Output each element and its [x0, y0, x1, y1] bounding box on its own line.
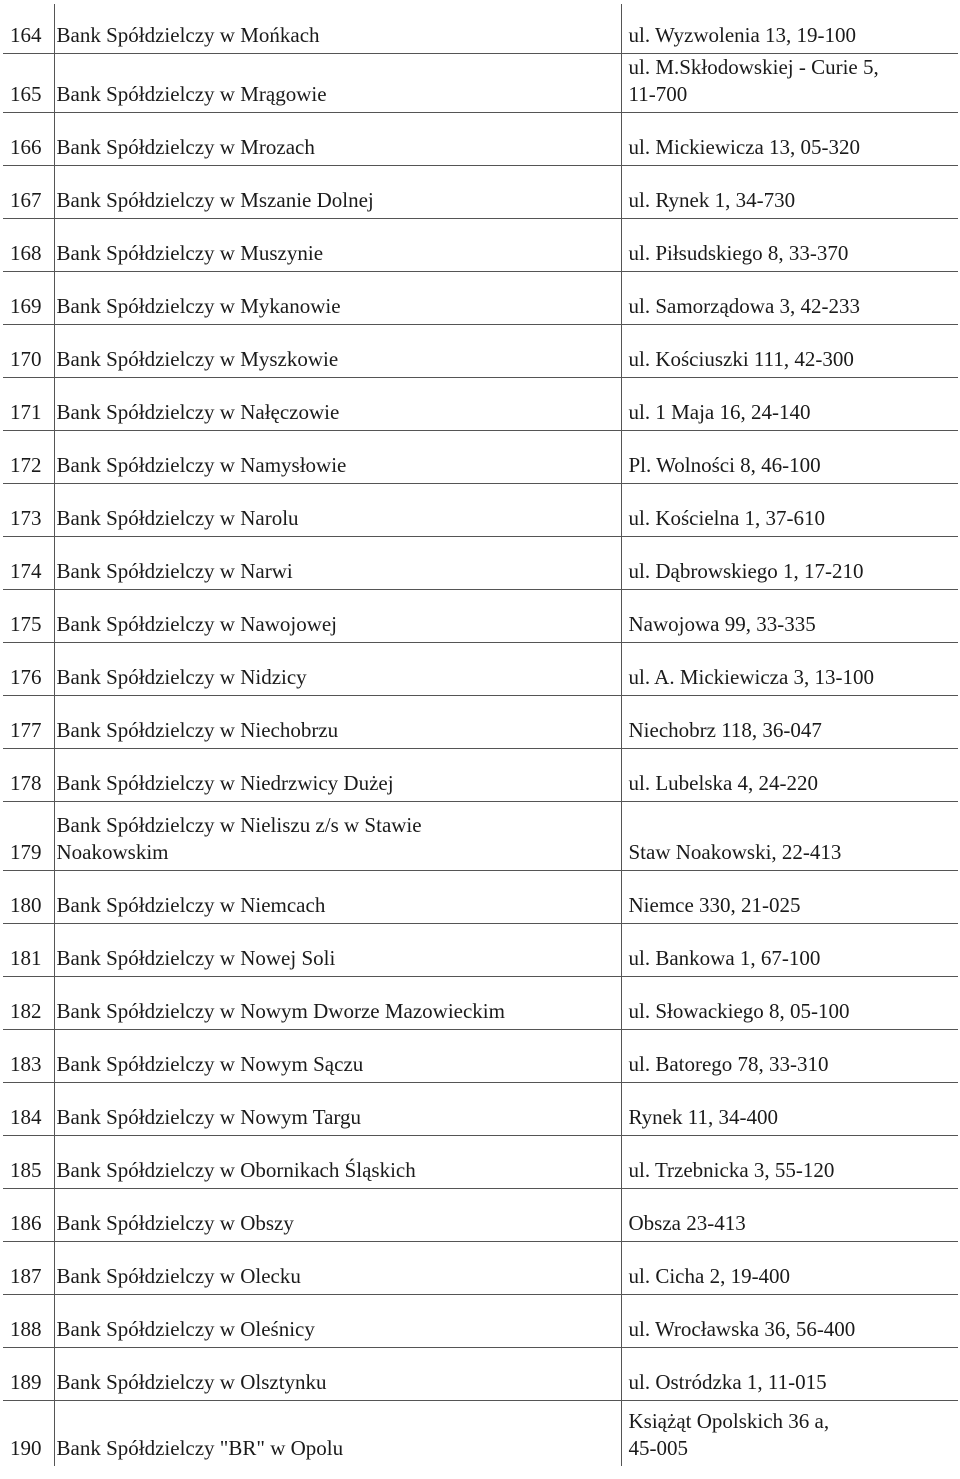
bank-name-cell	[54, 377, 621, 430]
bank-name-cell	[54, 870, 621, 923]
bank-address: Staw Noakowski, 22-413	[628, 839, 842, 864]
row-number-cell	[3, 1294, 54, 1347]
table-row	[3, 1400, 958, 1466]
row-number-cell	[3, 4, 54, 53]
bank-address: ul. Lubelska 4, 24-220	[628, 770, 819, 795]
row-number: 185	[10, 1157, 42, 1182]
bank-address-cell	[621, 1400, 958, 1466]
bank-table	[3, 4, 958, 1466]
bank-name: Bank Spółdzielczy w Muszynie	[56, 240, 324, 265]
bank-name: Bank Spółdzielczy w Niedrzwicy Dużej	[56, 770, 394, 795]
bank-address: ul. Ostródzka 1, 11-015	[628, 1369, 827, 1394]
bank-name-cell	[54, 271, 621, 324]
bank-address-cell	[621, 923, 958, 976]
bank-address: ul. 1 Maja 16, 24-140	[628, 399, 811, 424]
row-number: 182	[10, 998, 42, 1023]
bank-address: ul. Słowackiego 8, 05-100	[628, 998, 850, 1023]
row-number-cell	[3, 165, 54, 218]
bank-name: Bank Spółdzielczy w Narolu	[56, 505, 299, 530]
bank-address-cell	[621, 4, 958, 53]
bank-name-cell	[54, 923, 621, 976]
bank-name: Bank Spółdzielczy w Obszy	[56, 1210, 294, 1235]
table-row	[3, 695, 958, 748]
table-row	[3, 483, 958, 536]
row-number: 190	[10, 1436, 42, 1460]
bank-name-cell	[54, 695, 621, 748]
bank-name: Bank Spółdzielczy w Nowym Targu	[56, 1104, 362, 1129]
bank-name: Bank Spółdzielczy w Niemcach	[56, 892, 326, 917]
table-row	[3, 748, 958, 801]
row-number: 175	[10, 611, 42, 636]
bank-address-cell	[621, 748, 958, 801]
bank-address-cell	[621, 165, 958, 218]
row-number-cell	[3, 642, 54, 695]
bank-address: ul. Wyzwolenia 13, 19-100	[628, 22, 857, 47]
row-number: 167	[10, 187, 42, 212]
table-row	[3, 1241, 958, 1294]
bank-address-cell	[621, 589, 958, 642]
bank-address-cell	[621, 1241, 958, 1294]
row-number-cell	[3, 324, 54, 377]
bank-name-cell	[54, 483, 621, 536]
bank-address: Nawojowa 99, 33-335	[628, 611, 816, 636]
bank-address-cell	[621, 1135, 958, 1188]
row-number: 176	[10, 664, 42, 689]
row-number: 170	[10, 346, 42, 371]
bank-address-cell	[621, 324, 958, 377]
bank-name-cell	[54, 642, 621, 695]
row-number-cell	[3, 536, 54, 589]
bank-name: Bank Spółdzielczy w Nałęczowie	[56, 399, 340, 424]
row-number-cell	[3, 1082, 54, 1135]
table-row	[3, 1294, 958, 1347]
table-row	[3, 165, 958, 218]
table-row	[3, 271, 958, 324]
bank-name-cell	[54, 801, 621, 870]
bank-address: ul. Cicha 2, 19-400	[628, 1263, 791, 1288]
table-row	[3, 923, 958, 976]
row-number-cell	[3, 801, 54, 870]
row-number: 183	[10, 1051, 42, 1076]
bank-address: ul. Trzebnicka 3, 55-120	[628, 1157, 835, 1182]
bank-name: Bank Spółdzielczy w Nowej Soli	[56, 945, 336, 970]
bank-name-cell	[54, 218, 621, 271]
row-number-cell	[3, 430, 54, 483]
row-number: 171	[10, 399, 42, 424]
bank-address-cell	[621, 1294, 958, 1347]
bank-address: ul. Mickiewicza 13, 05-320	[628, 134, 861, 159]
bank-name: Bank Spółdzielczy w Mońkach	[56, 22, 320, 47]
bank-name: Bank Spółdzielczy w Olecku	[56, 1263, 301, 1288]
table-row	[3, 430, 958, 483]
row-number-cell	[3, 1029, 54, 1082]
bank-address: ul. Kościuszki 111, 42-300	[628, 346, 854, 371]
bank-name-cell	[54, 536, 621, 589]
bank-name: Bank Spółdzielczy w Namysłowie	[56, 452, 347, 477]
bank-name-cell	[54, 4, 621, 53]
row-number-cell	[3, 748, 54, 801]
row-number: 180	[10, 892, 42, 917]
bank-name: Bank Spółdzielczy w Nidzicy	[56, 664, 307, 689]
row-number: 184	[10, 1104, 42, 1129]
bank-address-cell	[621, 377, 958, 430]
row-number: 181	[10, 945, 42, 970]
bank-address-cell	[621, 1082, 958, 1135]
table-row	[3, 1347, 958, 1400]
bank-table-body	[3, 4, 958, 1466]
row-number-cell	[3, 271, 54, 324]
table-row	[3, 218, 958, 271]
bank-name-cell	[54, 165, 621, 218]
row-number-cell	[3, 377, 54, 430]
table-row	[3, 976, 958, 1029]
bank-address-cell	[621, 430, 958, 483]
bank-name: Bank Spółdzielczy w Mykanowie	[56, 293, 341, 318]
bank-name: Bank Spółdzielczy w Mrągowie	[56, 81, 327, 106]
bank-name: Bank Spółdzielczy w Niechobrzu	[56, 717, 339, 742]
bank-address-cell	[621, 642, 958, 695]
bank-address: Rynek 11, 34-400	[628, 1104, 778, 1129]
bank-name-cell	[54, 976, 621, 1029]
bank-name: Bank Spółdzielczy w Olsztynku	[56, 1369, 327, 1394]
bank-address: Pl. Wolności 8, 46-100	[628, 452, 821, 477]
bank-address: Książąt Opolskich 36 a, 45-005	[628, 1409, 830, 1460]
row-number-cell	[3, 1400, 54, 1466]
bank-address-cell	[621, 271, 958, 324]
bank-name: Bank Spółdzielczy w Myszkowie	[56, 346, 339, 371]
table-row	[3, 1082, 958, 1135]
table-row	[3, 589, 958, 642]
bank-name: Bank Spółdzielczy w Mrozach	[56, 134, 315, 159]
table-row	[3, 1029, 958, 1082]
bank-address-cell	[621, 112, 958, 165]
bank-address: Niechobrz 118, 36-047	[628, 717, 822, 742]
row-number-cell	[3, 976, 54, 1029]
bank-address: ul. M.Skłodowskiej - Curie 5, 11-700	[628, 54, 879, 106]
table-row	[3, 53, 958, 112]
bank-name: Bank Spółdzielczy w Oleśnicy	[56, 1316, 315, 1341]
row-number: 168	[10, 240, 42, 265]
row-number-cell	[3, 112, 54, 165]
bank-name: Bank Spółdzielczy w Nowym Dworze Mazowieckim	[56, 998, 505, 1023]
bank-name: Bank Spółdzielczy "BR" w Opolu	[56, 1436, 344, 1460]
bank-name-cell	[54, 53, 621, 112]
bank-address: ul. Batorego 78, 33-310	[628, 1051, 829, 1076]
row-number: 187	[10, 1263, 42, 1288]
row-number-cell	[3, 218, 54, 271]
row-number-cell	[3, 53, 54, 112]
bank-name: Bank Spółdzielczy w Mszanie Dolnej	[56, 187, 374, 212]
row-number-cell	[3, 589, 54, 642]
bank-address-cell	[621, 1347, 958, 1400]
row-number: 179	[10, 839, 42, 864]
row-number: 165	[10, 81, 42, 106]
table-row	[3, 801, 958, 870]
bank-address: ul. A. Mickiewicza 3, 13-100	[628, 664, 875, 689]
bank-address-cell	[621, 218, 958, 271]
bank-name-cell	[54, 1347, 621, 1400]
table-row	[3, 1188, 958, 1241]
bank-name: Bank Spółdzielczy w Obornikach Śląskich	[56, 1157, 416, 1182]
bank-address-cell	[621, 801, 958, 870]
bank-address: Obsza 23-413	[628, 1210, 746, 1235]
bank-address-cell	[621, 1188, 958, 1241]
bank-name-cell	[54, 1082, 621, 1135]
bank-address-cell	[621, 536, 958, 589]
row-number-cell	[3, 923, 54, 976]
table-row	[3, 870, 958, 923]
bank-name-cell	[54, 1135, 621, 1188]
bank-address: ul. Rynek 1, 34-730	[628, 187, 796, 212]
row-number-cell	[3, 1347, 54, 1400]
row-number: 173	[10, 505, 42, 530]
bank-name-cell	[54, 1241, 621, 1294]
bank-name: Bank Spółdzielczy w Nieliszu z/s w Stawie Noakowskim	[56, 812, 422, 864]
row-number-cell	[3, 1135, 54, 1188]
table-row	[3, 642, 958, 695]
bank-name-cell	[54, 430, 621, 483]
table-row	[3, 377, 958, 430]
row-number: 178	[10, 770, 42, 795]
bank-name-cell	[54, 1400, 621, 1466]
row-number: 186	[10, 1210, 42, 1235]
bank-name-cell	[54, 112, 621, 165]
row-number: 169	[10, 293, 42, 318]
row-number: 166	[10, 134, 42, 159]
bank-address-cell	[621, 976, 958, 1029]
bank-address: ul. Dąbrowskiego 1, 17-210	[628, 558, 864, 583]
bank-name: Bank Spółdzielczy w Nowym Sączu	[56, 1051, 364, 1076]
row-number-cell	[3, 483, 54, 536]
bank-address: ul. Bankowa 1, 67-100	[628, 945, 821, 970]
table-row	[3, 1135, 958, 1188]
bank-name: Bank Spółdzielczy w Nawojowej	[56, 611, 338, 636]
bank-name-cell	[54, 1029, 621, 1082]
row-number: 174	[10, 558, 42, 583]
bank-address: ul. Piłsudskiego 8, 33-370	[628, 240, 849, 265]
row-number: 177	[10, 717, 42, 742]
bank-address-cell	[621, 1029, 958, 1082]
bank-address-cell	[621, 870, 958, 923]
bank-address-cell	[621, 695, 958, 748]
row-number: 164	[10, 22, 42, 47]
bank-name-cell	[54, 324, 621, 377]
bank-address: ul. Kościelna 1, 37-610	[628, 505, 826, 530]
bank-address-cell	[621, 483, 958, 536]
row-number: 172	[10, 452, 42, 477]
bank-name-cell	[54, 748, 621, 801]
table-row	[3, 4, 958, 53]
row-number-cell	[3, 695, 54, 748]
table-row	[3, 112, 958, 165]
bank-name-cell	[54, 1294, 621, 1347]
bank-name-cell	[54, 1188, 621, 1241]
bank-address-cell	[621, 53, 958, 112]
row-number-cell	[3, 1241, 54, 1294]
bank-name-cell	[54, 589, 621, 642]
bank-address: Niemce 330, 21-025	[628, 892, 801, 917]
row-number-cell	[3, 1188, 54, 1241]
bank-address: ul. Samorządowa 3, 42-233	[628, 293, 861, 318]
table-row	[3, 536, 958, 589]
table-row	[3, 324, 958, 377]
bank-address: ul. Wrocławska 36, 56-400	[628, 1316, 856, 1341]
bank-name: Bank Spółdzielczy w Narwi	[56, 558, 293, 583]
row-number-cell	[3, 870, 54, 923]
row-number: 188	[10, 1316, 42, 1341]
row-number: 189	[10, 1369, 42, 1394]
